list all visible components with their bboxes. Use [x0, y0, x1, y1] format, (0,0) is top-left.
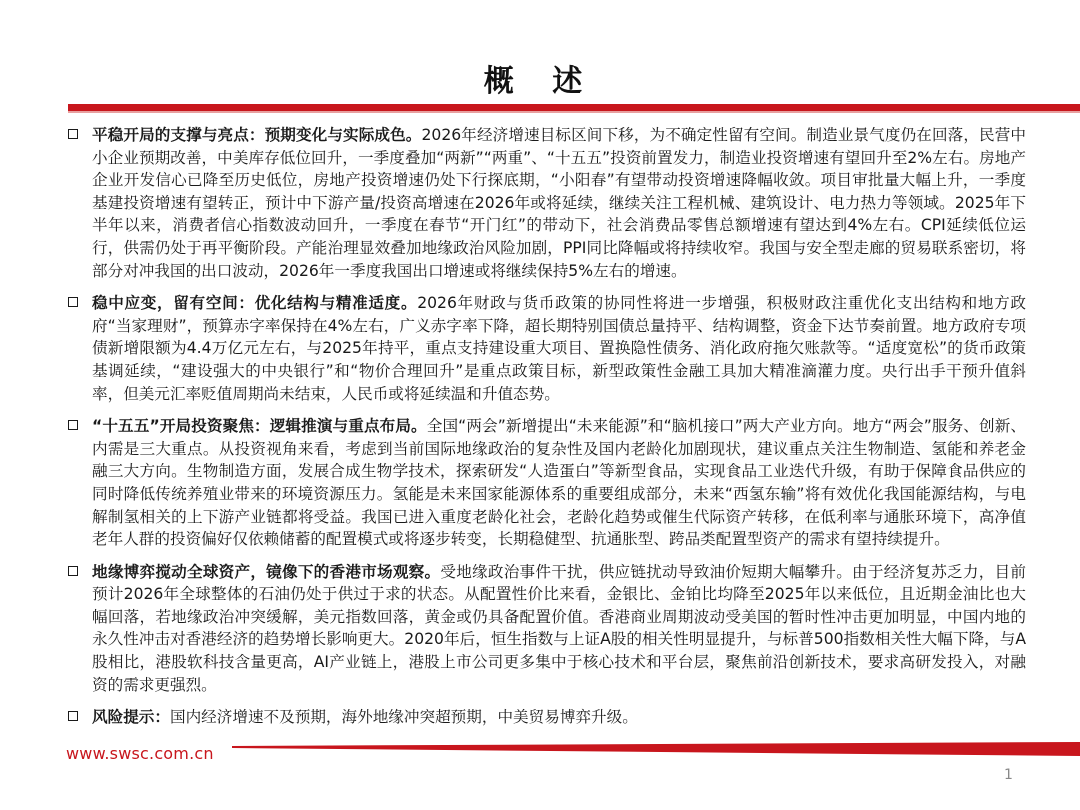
bullet-body: 2026年财政与货币政策的协同性将进一步增强，积极财政注重优化支出结构和地方政府“当家理财”，预算赤字率保持在4%左右，广义赤字率下降，超长期特别国债总量持平、结构调整，资金下达节奏前置。地方政府专项债新增限额为4.4万亿元左右，与2025年持平，重点支持建设重大项目、置换隐性债务、消化政府拖欠账款等。“适度宽松”的货币政策基调延续，“建设强大的中央银行”和“物价合理回升”是重点政策目标，新型政策性金融工具加大精准滴灌力度。央行出手干预升值斜率，但美元汇率贬值周期尚未结束，人民币或将延续温和升值态势。 [92, 294, 1026, 403]
checkbox-square-icon [68, 297, 78, 307]
footer-website-link[interactable]: www.swsc.com.cn [66, 744, 214, 763]
bullet-item [66, 415, 1026, 551]
bullet-heading: 地缘博弈搅动全球资产，镜像下的香港市场观察。 [92, 562, 441, 581]
bullet-heading: 风险提示： [92, 708, 170, 727]
bullet-body: 2026年经济增速目标区间下移，为不确定性留有空间。制造业景气度仍在回落，民营中小企业预期改善，中美库存低位回升，一季度叠加“两新”“两重”、“十五五”投资前置发力，制造业投资增速有望回升至2%左右。房地产企业开发信心已降至历史低位，房地产投资增速仍处下行探底期，“小阳春”有望带动投资增速降幅收敛。项目审批量大幅上升，一季度基建投资增速有望转正，预计中下游产量/投资高增速在2026年或将延续，继续关注工程机械、建筑设计、电力热力等领域。2025年下半年以来，消费者信心指数波动回升，一季度在春节“开门红”的带动下，社会消费品零售总额增速有望达到4%左右。CPI延续低位运行，供需仍处于再平衡阶段。产能治理显效叠加地缘政治风险加剧，PPI同比降幅或将持续收窄。我国与安全型走廊的贸易联系密切，将部分对冲我国的出口波动，2026年一季度我国出口增速或将继续保持5%左右的增速。 [92, 126, 1026, 280]
page-number: 1 [1004, 767, 1013, 783]
bullet-heading: “十五五”开局投资聚焦：逻辑推演与重点布局。 [92, 417, 427, 436]
checkbox-square-icon [68, 129, 78, 139]
bullet-item [66, 706, 1026, 729]
bullet-body: 全国“两会”新增提出“未来能源”和“脑机接口”两大产业方向。地方“两会”服务、创新、内需是三大重点。从投资视角来看，考虑到当前国际地缘政治的复杂性及国内老龄化加剧现状，建议重点关注生物制造、氢能和养老金融三大方向。生物制造方面，发展合成生物学技术，探索研发“人造蛋白”等新型食品，实现食品工业迭代升级，有助于保障食品供应的同时降低传统养殖业带来的环境资源压力。氢能是未来国家能源体系的重要组成部分，未来“西氢东输”将有效优化我国能源结构，与电解制氢相关的上下游产业链都将受益。我国已进入重度老龄化社会，老龄化趋势或催生代际资产转移，在低利率与通胀环境下，高净值老年人群的投资偏好仅依赖储蓄的配置模式或将逐步转变，长期稳健型、抗通胀型、跨品类配置型资产的需求有望持续提升。 [92, 417, 1026, 549]
footer-divider-line [232, 742, 1080, 756]
checkbox-square-icon [68, 566, 78, 576]
checkbox-square-icon [68, 420, 78, 430]
bullet-heading: 平稳开局的支撑与亮点：预期变化与实际成色。 [92, 126, 422, 144]
bullet-item [66, 561, 1026, 697]
bullet-body: 国内经济增速不及预期，海外地缘冲突超预期，中美贸易博弈升级。 [169, 708, 638, 727]
bullet-item [66, 124, 1026, 282]
bullet-heading: 稳中应变，留有空间：优化结构与精准适度。 [92, 294, 418, 313]
page-title: 概 述 [483, 64, 597, 99]
title-underline-bar [68, 104, 1080, 111]
bullet-item [66, 292, 1026, 405]
checkbox-square-icon [68, 711, 78, 721]
footer-wedge [232, 742, 1080, 756]
title-underline-shadow [68, 111, 1080, 113]
bullet-body: 受地缘政治事件干扰，供应链扰动导致油价短期大幅攀升。由于经济复苏乏力，目前预计2026年全球整体的石油仍处于供过于求的状态。从配置性价比来看，金银比、金铂比均降至2025年以来低位，且近期金油比也大幅回落，若地缘政治冲突缓解，美元指数回落，黄金或仍具备配置价值。香港商业周期波动受美国的暂时性冲击更加明显，中国内地的永久性冲击对香港经济的趋势增长影响更大。2020年后，恒生指数与上证A股的相关性明显提升，与标普500指数相关性大幅下降，与A股相比，港股软科技含量更高，AI产业链上，港股上市公司更多集中于核心技术和平台层，聚焦前沿创新技术，要求高研发投入，对融资的需求更强烈。 [92, 562, 1026, 694]
summary-content [66, 124, 1026, 739]
